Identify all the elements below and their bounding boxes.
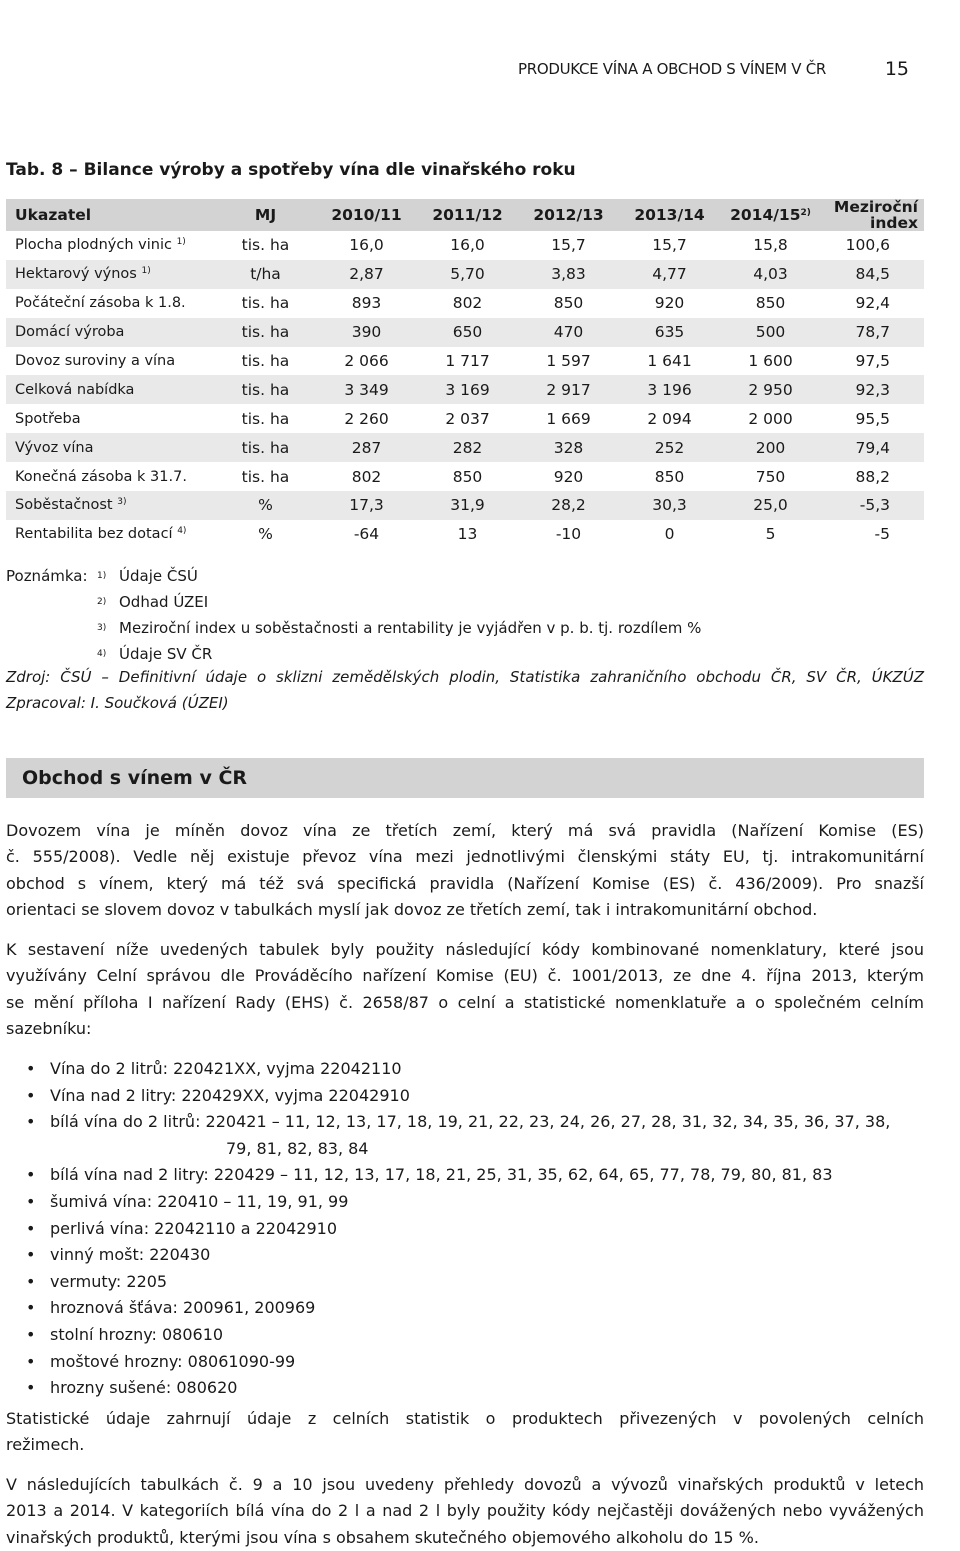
row-value: 500: [720, 318, 821, 347]
row-index: 100,6: [845, 236, 890, 255]
section-title: Obchod s vínem v ČR: [22, 767, 248, 789]
row-label: Dovoz suroviny a vína: [15, 353, 176, 369]
table-row: [6, 404, 924, 433]
col-header-indicator: Ukazatel: [6, 199, 215, 231]
row-unit: tis. ha: [215, 375, 316, 404]
row-value: 390: [316, 318, 417, 347]
row-value: 16,0: [450, 236, 485, 255]
row-value: 5,70: [417, 260, 518, 289]
row-index: 78,7: [821, 318, 924, 347]
row-value: 2 260: [344, 409, 389, 428]
table-source: [6, 664, 924, 716]
col-header-2014-15: [720, 199, 821, 231]
row-value: 1 669: [546, 409, 591, 428]
row-unit: t/ha: [215, 260, 316, 289]
row-value: 893: [351, 294, 382, 313]
note-text: Údaje SV ČR: [119, 645, 213, 663]
row-label: Domácí výroba: [6, 318, 215, 347]
row-value: 850: [452, 467, 483, 486]
list-item: • šumivá vína: 220410 – 11, 19, 91, 99: [6, 1189, 890, 1216]
row-value: -10: [555, 525, 582, 544]
col-header-2013-14: 2013/14: [619, 199, 720, 231]
paragraph-line: sazebníku:: [6, 1019, 92, 1039]
paragraph-line: V následujících tabulkách č. 9 a 10 jsou uvedeny přehledy dovozů a vývozů vinařských produktů v letech: [6, 1475, 924, 1494]
paragraph-line: vinařských produktů, kterými jsou vína s obsahem skutečného objemového alkoholu do 15 %.: [6, 1527, 759, 1547]
row-label: Celková nabídka: [6, 375, 215, 404]
row-value: 1 717: [445, 352, 490, 370]
row-label: Rentabilita bez dotací $^{4)}$: [15, 526, 187, 543]
table-row: [6, 260, 924, 289]
row-value: 850: [755, 294, 786, 313]
running-title: PRODUKCE VÍNA A OBCHOD S VÍNEM V ČR: [517, 60, 826, 78]
row-value: 2 000: [748, 409, 793, 428]
row-index: 88,2: [855, 467, 890, 486]
row-footnote: 1): [141, 266, 151, 277]
wine-balance-table: [6, 199, 924, 549]
source-line: Zdroj: ČSÚ – Definitivní údaje o sklizni zemědělských plodin, Statistika zahraničního obchodu ČR, SV ČR, ÚKZÚZ: [6, 668, 924, 686]
note-number: 1): [97, 571, 107, 581]
col-header-2011-12: 2011/12: [417, 199, 518, 231]
paragraph-statistics: [6, 1406, 924, 1459]
list-item: • bílá vína do 2 litrů: 220421 – 11, 12, 13, 17, 18, 19, 21, 22, 23, 24, 26, 27, 28, 31, 32, 34, 35, 36, 37, 38, 79, 81, 82, 83, 84: [6, 1109, 890, 1162]
paragraph-nomenclature: [6, 937, 924, 1043]
row-value: 1 641: [647, 352, 692, 370]
row-index: -5: [874, 525, 890, 544]
table-body: [6, 231, 924, 549]
table-row: [6, 491, 924, 520]
row-value: 920: [553, 467, 584, 486]
list-item: • hrozny sušené: 080620: [6, 1375, 890, 1402]
nomenclature-code-list: [6, 1056, 890, 1402]
table-row: [6, 318, 924, 347]
row-value: 1 597: [546, 352, 591, 370]
row-index: 79,4: [821, 433, 924, 462]
table-row: [6, 520, 924, 549]
list-item-continuation: 79, 81, 82, 83, 84: [226, 1138, 369, 1158]
row-value: 3 169: [417, 375, 518, 404]
row-value: -64: [353, 525, 380, 544]
row-value: 31,9: [417, 491, 518, 520]
row-value: 802: [351, 467, 382, 486]
paragraph-line: K sestavení níže uvedených tabulek byly použity následující kódy kombinované nomenklatury, které jsou: [6, 940, 924, 959]
row-index: 92,4: [855, 294, 890, 313]
row-value: 30,3: [619, 491, 720, 520]
list-item: • vinný mošt: 220430: [6, 1242, 890, 1269]
row-value: 15,7: [652, 236, 687, 255]
row-unit: tis. ha: [241, 236, 290, 255]
row-index: 84,5: [821, 260, 924, 289]
row-value: 5: [765, 525, 776, 544]
row-footnote: 1): [176, 237, 186, 248]
row-value: 282: [417, 433, 518, 462]
list-item: • hroznová šťáva: 200961, 200969: [6, 1295, 890, 1322]
note-number: 3): [97, 623, 107, 633]
row-unit: tis. ha: [241, 352, 290, 370]
paragraph-line: č. 555/2008). Vedle něj existuje převoz vína mezi jednotlivými členskými státy EU, tj. intrakomunitární: [6, 847, 924, 867]
row-value: 15,7: [551, 236, 586, 255]
row-value: 750: [755, 467, 786, 486]
note-number: 2): [97, 597, 107, 607]
row-unit: tis. ha: [215, 318, 316, 347]
row-value: 200: [720, 433, 821, 462]
row-value: 2 037: [445, 409, 490, 428]
row-footnote: 3): [117, 497, 127, 508]
row-unit: tis. ha: [215, 433, 316, 462]
row-unit: %: [215, 491, 316, 520]
row-label: Hektarový výnos $^{1)}$: [6, 260, 215, 289]
row-value: 4,03: [720, 260, 821, 289]
row-index: 92,3: [821, 375, 924, 404]
note-number: 4): [97, 649, 107, 659]
row-value: 328: [518, 433, 619, 462]
row-value: 16,0: [349, 236, 384, 255]
table-row: [6, 375, 924, 404]
row-footnote: 4): [177, 526, 187, 537]
list-item: • bílá vína nad 2 litry: 220429 – 11, 12, 13, 17, 18, 21, 25, 31, 35, 62, 64, 65, 77, 78, 79, 80, 81, 83: [6, 1162, 890, 1189]
note-text: Údaje ČSÚ: [119, 567, 198, 585]
row-value: 650: [417, 318, 518, 347]
row-value: 920: [654, 294, 685, 313]
paragraph-line: obchod s vínem, který má též svá specifická pravidla (Nařízení Komise (ES) č. 436/2009). Pro snazší: [6, 873, 924, 893]
table-row: [6, 347, 924, 376]
row-index: -5,3: [821, 491, 924, 520]
col-header-2010-11: 2010/11: [316, 199, 417, 231]
row-value: 470: [518, 318, 619, 347]
row-label: Spotřeba: [15, 410, 81, 427]
list-item: • moštové hrozny: 08061090-99: [6, 1349, 890, 1376]
processed-by-line: Zpracoval: I. Součková (ÚZEI): [6, 694, 229, 712]
row-value: 287: [316, 433, 417, 462]
paragraph-line: Dovozem vína je míněn dovoz vína ze třetích zemí, který má svá pravidla (Nařízení Komise (ES): [6, 821, 924, 840]
row-label: Soběstačnost $^{3)}$: [6, 491, 215, 520]
running-header: [0, 58, 960, 84]
row-unit: tis. ha: [241, 409, 290, 428]
section-heading-bar: [6, 758, 924, 798]
col-header-index-line2: index: [870, 214, 918, 232]
row-label: Konečná zásoba k 31.7.: [15, 468, 187, 485]
list-item: • vermuty: 2205: [6, 1269, 890, 1296]
paragraph-import-definition: [6, 818, 924, 924]
row-value: 252: [619, 433, 720, 462]
row-value: 2 950: [720, 375, 821, 404]
list-item: • stolní hrozny: 080610: [6, 1322, 890, 1349]
row-index: 97,5: [855, 352, 890, 370]
notes-lead: Poznámka:: [6, 567, 88, 585]
row-value: 0: [664, 525, 675, 544]
list-item: • perlivá vína: 22042110 a 22042910: [6, 1216, 890, 1243]
row-value: 2 094: [647, 409, 692, 428]
row-value: 635: [619, 318, 720, 347]
row-value: 802: [452, 294, 483, 313]
col-header-2014-15-footnote: 2): [800, 208, 811, 218]
row-value: 2 066: [344, 352, 389, 370]
paragraph-line: režimech.: [6, 1435, 85, 1455]
row-label: Počáteční zásoba k 1.8.: [15, 295, 186, 312]
col-header-2014-15-label: 2014/15: [730, 206, 801, 224]
row-index: 95,5: [855, 409, 890, 428]
table-header-row: [6, 199, 924, 231]
row-value: 25,0: [720, 491, 821, 520]
col-header-index-line1: Meziroční: [833, 198, 918, 216]
paragraph-line: 2013 a 2014. V kategoriích bílá vína do 2 l a nad 2 l byly použity kódy nejčastěji dovážených nebo vyvážených: [6, 1501, 924, 1521]
row-value: 3 196: [619, 375, 720, 404]
row-value: 1 600: [748, 352, 793, 370]
row-value: 3,83: [518, 260, 619, 289]
list-item: • Vína nad 2 litry: 220429XX, vyjma 22042910: [6, 1083, 890, 1110]
row-value: 28,2: [518, 491, 619, 520]
paragraph-line: orientaci se slovem dovoz v tabulkách myslí jak dovoz ze třetích zemí, tak i intrakomunitární obchod.: [6, 900, 818, 920]
row-value: 3 349: [316, 375, 417, 404]
note-text: Meziroční index u soběstačnosti a rentability je vyjádřen v p. b. tj. rozdílem %: [119, 619, 702, 637]
paragraph-line: využívány Celní správou dle Prováděcího nařízení Komise (EU) č. 1001/2013, ze dne 4. října 2013, kterým: [6, 966, 924, 986]
row-value: 2,87: [316, 260, 417, 289]
table-row: [6, 231, 924, 260]
row-value: 850: [553, 294, 584, 313]
col-header-index: [821, 199, 924, 231]
row-unit: tis. ha: [241, 294, 290, 313]
row-value: 850: [654, 467, 685, 486]
col-header-2012-13: 2012/13: [518, 199, 619, 231]
list-item: • Vína do 2 litrů: 220421XX, vyjma 22042110: [6, 1056, 890, 1083]
table-title: Tab. 8 – Bilance výroby a spotřeby vína dle vinařského roku: [6, 160, 576, 180]
row-value: 13: [457, 525, 478, 544]
row-value: 2 917: [518, 375, 619, 404]
paragraph-line: Statistické údaje zahrnují údaje z celních statistik o produktech přivezených v povolených celních: [6, 1409, 924, 1428]
page-number: 15: [884, 58, 909, 80]
row-value: 4,77: [619, 260, 720, 289]
table-row: [6, 462, 924, 491]
paragraph-following-tables: [6, 1472, 924, 1551]
col-header-unit: MJ: [215, 199, 316, 231]
table-row: [6, 433, 924, 462]
row-unit: %: [258, 525, 273, 544]
row-value: 15,8: [753, 236, 788, 255]
row-unit: tis. ha: [241, 467, 290, 486]
row-value: 17,3: [316, 491, 417, 520]
note-text: Odhad ÚZEI: [119, 593, 209, 611]
paragraph-line: se mění příloha I nařízení Rady (EHS) č. 2658/87 o celní a statistické nomenklatuře a o společném celním: [6, 992, 924, 1012]
row-label: Plocha plodných vinic $^{1)}$: [15, 237, 186, 254]
row-label: Vývoz vína: [6, 433, 215, 462]
table-row: [6, 289, 924, 318]
